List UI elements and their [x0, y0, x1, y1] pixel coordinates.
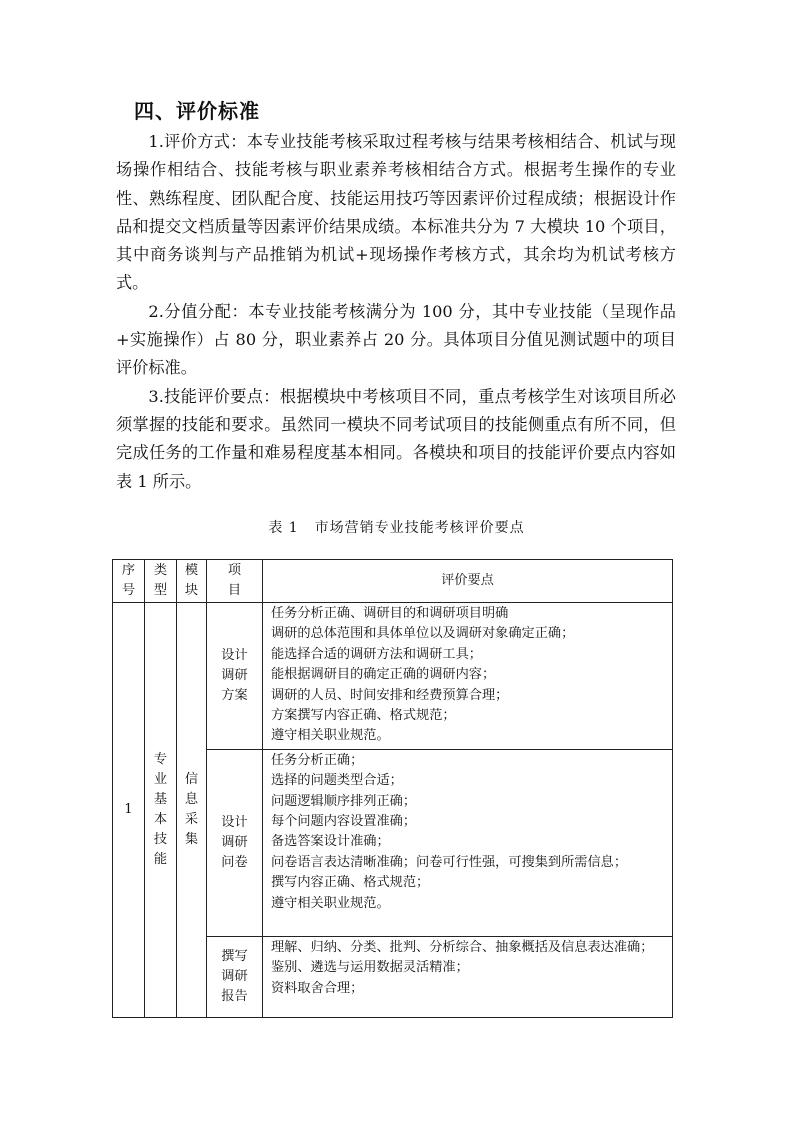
- paragraph-score-allocation: 2.分值分配：本专业技能考核满分为 100 分，其中专业技能（呈现作品+实施操作）占 80 分，职业素养占 20 分。具体项目分值见测试题中的项目评价标准。: [116, 301, 676, 378]
- list-item: 理解、归纳、分类、批判、分析综合、抽象概括及信息表达准确；: [271, 939, 654, 955]
- header-type: 类型: [145, 560, 177, 603]
- table-row: [113, 603, 673, 750]
- cell-points-write-report: [263, 936, 673, 1017]
- list-item: 遵守相关职业规范。: [271, 895, 390, 911]
- cell-project-write-report: 撰写调研报告: [207, 936, 263, 1017]
- body-text: [116, 128, 676, 496]
- list-item: 任务分析正确；: [271, 752, 364, 768]
- list-item: 能根据调研目的确定正确的调研内容；: [271, 667, 496, 683]
- cell-type: 专业基本技能: [145, 603, 177, 1018]
- cell-project-design-questionnaire: 设计调研问卷: [207, 749, 263, 936]
- list-item: 任务分析正确、调研目的和调研项目明确: [271, 606, 509, 621]
- list-item: 鉴别、遴选与运用数据灵活精准；: [271, 960, 469, 976]
- cell-module: 信息采集: [177, 603, 207, 1018]
- list-item: 问卷语言表达清晰准确；问卷可行性强，可搜集到所需信息；: [271, 854, 628, 870]
- table-caption-number: 表 1: [268, 520, 299, 536]
- header-points: 评价要点: [263, 560, 673, 603]
- header-module: 模块: [177, 560, 207, 603]
- paragraph-evaluation-method: 1.评价方式：本专业技能考核采取过程考核与结果考核相结合、机试与现场操作相结合、技能考核与职业素养考核相结合方式。根据考生操作的专业性、熟练程度、团队配合度、技能运用技巧等因素评价过程成绩；根据设计作品和提交文档质量等因素评价结果成绩。本标准共分为 7 大模块 10 个项目，其中商务谈判与产品推销为机试+现场操作考核方式，其余均为机试考核方式。: [116, 132, 676, 293]
- cell-points-design-plan: [263, 603, 673, 750]
- list-item: 每个问题内容设置准确；: [271, 814, 417, 830]
- cell-seq: 1: [113, 603, 145, 1018]
- header-seq: 序号: [113, 560, 145, 603]
- list-item: 撰写内容正确、格式规范；: [271, 875, 430, 891]
- table-caption-title: 市场营销专业技能考核评价要点: [314, 520, 525, 536]
- section-heading: 四、评价标准: [134, 99, 260, 123]
- header-project: 项目: [207, 560, 263, 603]
- cell-points-design-questionnaire: [263, 749, 673, 936]
- list-item: 问题逻辑顺序排列正确；: [271, 793, 417, 809]
- cell-project-design-plan: 设计调研方案: [207, 603, 263, 750]
- evaluation-table-wrapper: [112, 559, 672, 1018]
- list-item: 调研的人员、时间安排和经费预算合理；: [271, 687, 509, 703]
- list-item: 方案撰写内容正确、格式规范；: [271, 708, 456, 724]
- paragraph-skill-points: 3.技能评价要点：根据模块中考核项目不同，重点考核学生对该项目所必须掌握的技能和要求。虽然同一模块不同考试项目的技能侧重点有所不同，但完成任务的工作量和难易程度基本相同。各模块和项目的技能评价要点内容如表 1 所示。: [116, 386, 676, 491]
- list-item: 选择的问题类型合适；: [271, 773, 403, 789]
- table-header-row: [113, 560, 673, 603]
- list-item: 备选答案设计准确；: [271, 834, 390, 850]
- list-item: 遵守相关职业规范。: [271, 728, 390, 744]
- evaluation-table: [112, 559, 673, 1018]
- table-caption: [0, 517, 793, 537]
- list-item: 调研的总体范围和具体单位以及调研对象确定正确；: [271, 626, 575, 642]
- list-item: 能选择合适的调研方法和调研工具；: [271, 646, 482, 662]
- list-item: 资料取舍合理；: [271, 980, 364, 996]
